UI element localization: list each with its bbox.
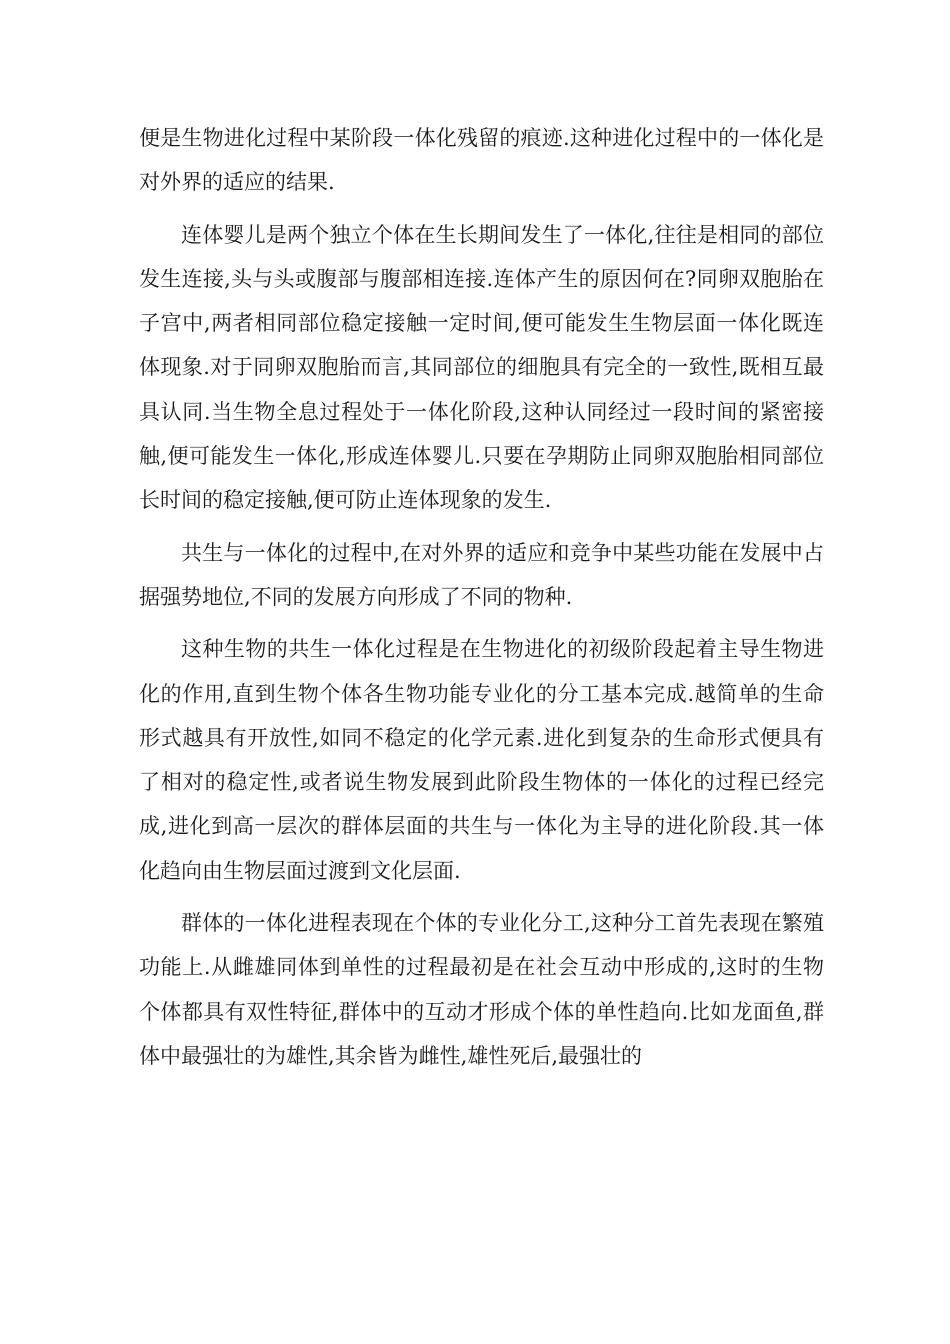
document-body: [139, 116, 824, 1086]
paragraph-1: 便是生物进化过程中某阶段一体化残留的痕迹.这种进化过程中的一体化是对外界的适应的结果.: [139, 126, 824, 195]
paragraph-3: 共生与一体化的过程中,在对外界的适应和竞争中某些功能在发展中占据强势地位,不同的发展方向形成了不同的物种.: [139, 540, 824, 609]
paragraph-2: 连体婴儿是两个独立个体在生长期间发生了一体化,往往是相同的部位发生连接,头与头或腹部与腹部相连接.连体产生的原因何在?同卵双胞胎在子宫中,两者相同部位稳定接触一定时间,便可能发生生物层面一体化既连体现象.对于同卵双胞胎而言,其同部位的细胞具有完全的一致性,既相互最具认同.当生物全息过程处于一体化阶段,这种认同经过一段时间的紧密接触,便可能发生一体化,形成连体婴儿.只要在孕期防止同卵双胞胎相同部位长时间的稳定接触,便可防止连体现象的发生.: [139, 222, 824, 513]
paragraph-4: 这种生物的共生一体化过程是在生物进化的初级阶段起着主导生物进化的作用,直到生物个体各生物功能专业化的分工基本完成.越简单的生命形式越具有开放性,如同不稳定的化学元素.进化到复杂的生命形式便具有了相对的稳定性,或者说生物发展到此阶段生物体的一体化的过程已经完成,进化到高一层次的群体层面的共生与一体化为主导的进化阶段.其一体化趋向由生物层面过渡到文化层面.: [139, 637, 824, 883]
paragraph-5: 群体的一体化进程表现在个体的专业化分工,这种分工首先表现在繁殖功能上.从雌雄同体到单性的过程最初是在社会互动中形成的,这时的生物个体都具有双性特征,群体中的互动才形成个体的单性趋向.比如龙面鱼,群体中最强壮的为雄性,其余皆为雌性,雄性死后,最强壮的: [139, 911, 824, 1068]
